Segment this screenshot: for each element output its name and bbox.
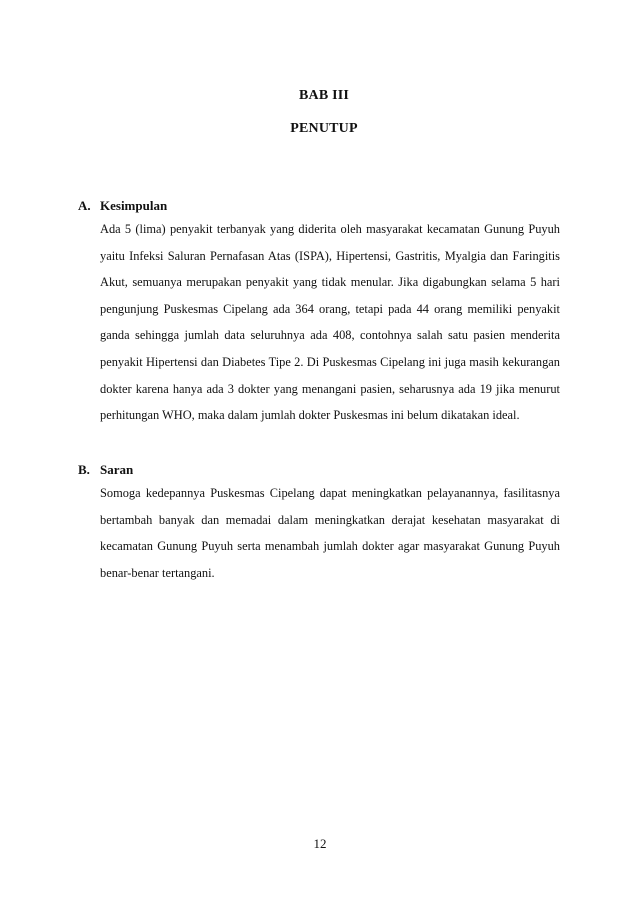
section-title: Kesimpulan bbox=[100, 198, 168, 213]
section-heading bbox=[78, 196, 560, 216]
section-suggestion bbox=[78, 460, 560, 586]
section-letter: A. bbox=[78, 198, 91, 213]
page-number: 12 bbox=[313, 836, 327, 851]
chapter-number: BAB III bbox=[298, 88, 350, 103]
section-letter: B. bbox=[78, 462, 90, 477]
section-conclusion bbox=[78, 196, 560, 429]
section-paragraph: Somoga kedepannya Puskesmas Cipelang dapat meningkatkan pelayanannya, fasilitasnya bertambah banyak dan memadai dalam meningkatkan derajat kesehatan masyarakat di kecamatan Gunung Puyuh serta menambah jumlah dokter agar masyarakat Gunung Puyuh benar-benar tertangani. bbox=[100, 486, 560, 580]
section-title: Saran bbox=[100, 462, 134, 477]
section-heading bbox=[78, 460, 560, 480]
section-paragraph: Ada 5 (lima) penyakit terbanyak yang diderita oleh masyarakat kecamatan Gunung Puyuh yaitu Infeksi Saluran Pernafasan Atas (ISPA), Hipertensi, Gastritis, Myalgia dan Faringitis Akut, semuanya merupakan penyakit yang tidak menular. Jika digabungkan selama 5 hari pengunjung Puskesmas Cipelang ada 364 orang, tetapi pada 44 orang memiliki penyakit ganda sehingga jumlah data seluruhnya ada 408, contohnya salah satu pasien menderita penyakit Hipertensi dan Diabetes Tipe 2. Di Puskesmas Cipelang ini juga masih kekurangan dokter karena hanya ada 3 dokter yang menangani pasien, seharusnya ada 19 jika menurut perhitungan WHO, maka dalam jumlah dokter Puskesmas ini belum dikatakan ideal. bbox=[100, 222, 560, 423]
chapter-title: PENUTUP bbox=[290, 121, 358, 136]
